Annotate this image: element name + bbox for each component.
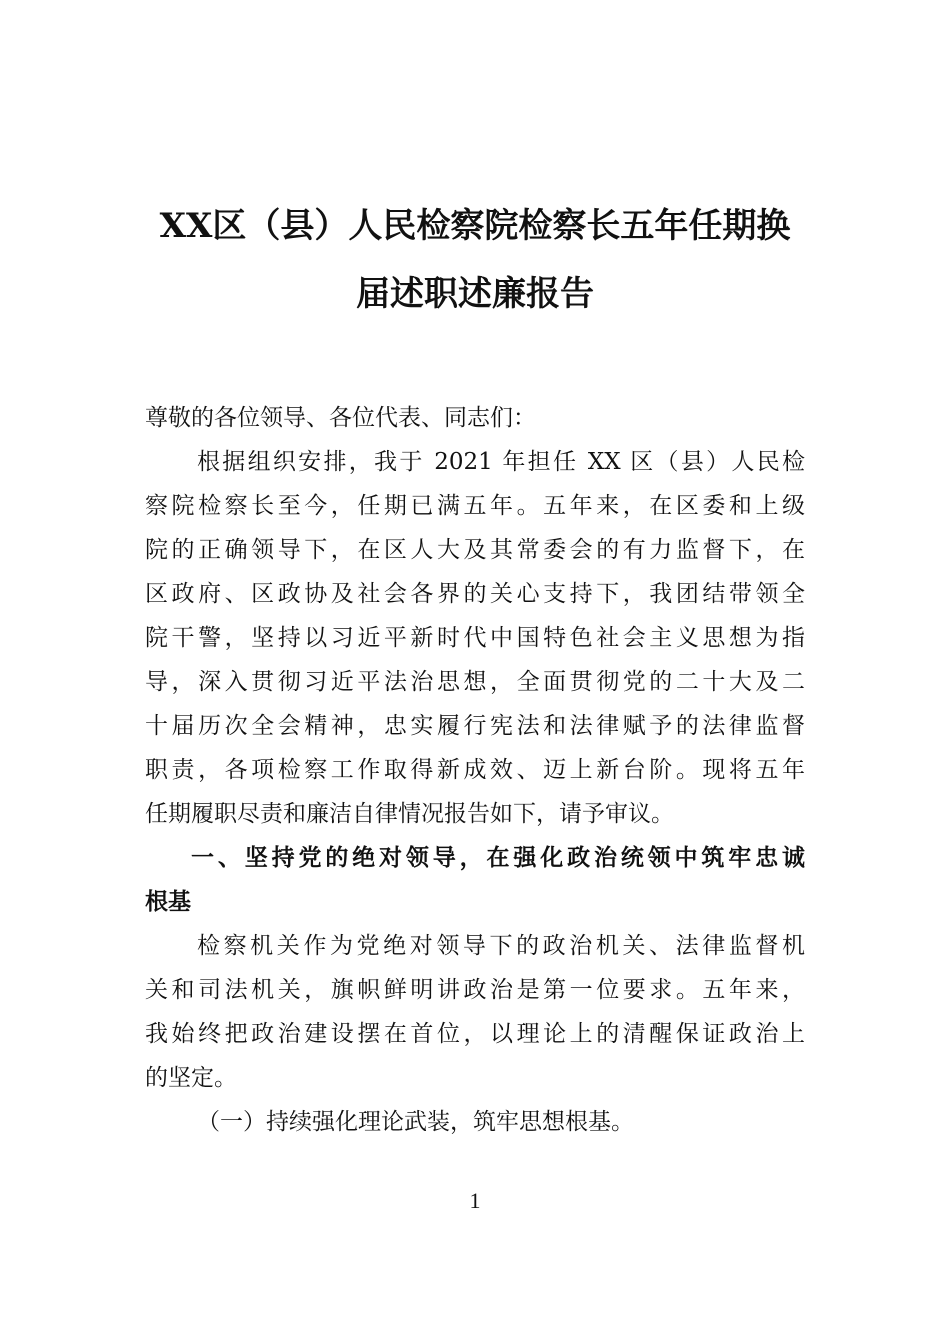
paragraph-1-line-8: 职责，各项检察工作取得新成效、迈上新台阶。现将五年 <box>145 757 805 783</box>
page-number: 1 <box>469 1188 481 1213</box>
salutation: 尊敬的各位领导、各位代表、同志们： <box>145 405 536 431</box>
title-line-1: XX区（县）人民检察院检察长五年任期换 <box>159 206 791 246</box>
subheading-1: （一）持续强化理论武装，筑牢思想根基。 <box>197 1109 634 1135</box>
paragraph-2-line-4: 的坚定。 <box>145 1065 237 1091</box>
paragraph-1-line-5: 院干警，坚持以习近平新时代中国特色社会主义思想为指 <box>145 625 805 651</box>
paragraph-2-line-1: 检察机关作为党绝对领导下的政治机关、法律监督机 <box>197 933 805 959</box>
paragraph-1-line-9: 任期履职尽责和廉洁自律情况报告如下，请予审议。 <box>145 801 674 827</box>
paragraph-1-line-1: 根据组织安排，我于 2021 年担任 XX 区（县）人民检 <box>197 449 805 475</box>
document-body <box>145 396 805 1144</box>
section-heading-1-line-2: 根基 <box>145 889 191 915</box>
title-line-2: 届述职述廉报告 <box>356 274 594 314</box>
paragraph-2-line-2: 关和司法机关，旗帜鲜明讲政治是第一位要求。五年来， <box>145 977 805 1003</box>
paragraph-1-line-6: 导，深入贯彻习近平法治思想，全面贯彻党的二十大及二 <box>145 669 805 695</box>
paragraph-1-line-3: 院的正确领导下，在区人大及其常委会的有力监督下，在 <box>145 537 805 563</box>
paragraph-1-line-4: 区政府、区政协及社会各界的关心支持下，我团结带领全 <box>145 581 805 607</box>
section-heading-1-line-1: 一、坚持党的绝对领导，在强化政治统领中筑牢忠诚 <box>191 845 805 871</box>
paragraph-2-line-3: 我始终把政治建设摆在首位，以理论上的清醒保证政治上 <box>145 1021 805 1047</box>
paragraph-1-line-2: 察院检察长至今，任期已满五年。五年来，在区委和上级 <box>145 493 805 519</box>
document-title <box>145 192 805 328</box>
paragraph-1-line-7: 十届历次全会精神，忠实履行宪法和法律赋予的法律监督 <box>145 713 805 739</box>
